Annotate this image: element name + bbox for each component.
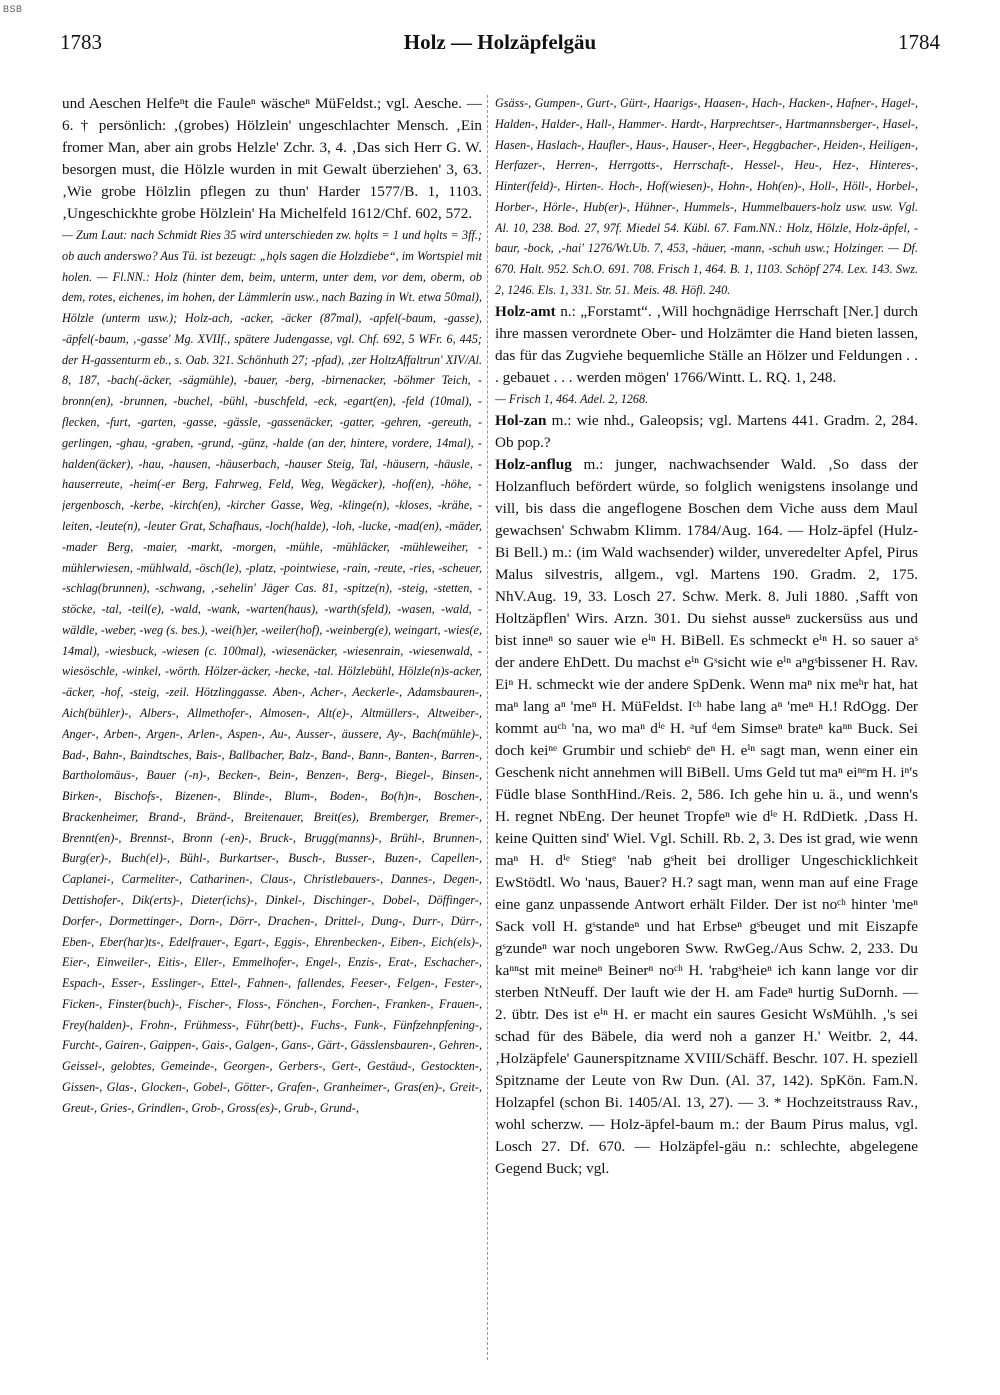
library-stamp: BSB	[3, 4, 23, 14]
entry-holz-anflug	[495, 454, 918, 1180]
left-column	[62, 93, 482, 1365]
place-names-block: — Zum Laut: nach Schmidt Ries 35 wird unterschieden zw. hǫlts = 1 und hǫlts = 3ff.; ob auch anderswo? Aus Tü. ist bezeugt: „hǫls sagen die Holzdiebe“, im Wortspiel mit holen. — Fl.NN.: Holz (hinter dem, beim, unterm, unter dem, vor dem, oberm, ob dem, rotes, eichenes, im hohen, der Lämmlerin usw., nach Bazing in Wt. etwa 50mal), Hölzle (unterm usw.); Holz-ach, -acker, -äcker (87mal), -apfel(-baum, -gasse), -äpfel(-baum, ‚-gasse' Mg. XVIIf., spätere Judengasse, vgl. Chf. 692, 5 WFr. 6, 445; der H-gassenturm eb., s. Oab. 321. Schönhuth 27; -pfad), ‚zer HoltzAffaltrun' XIV/Al. 8, 187, -bach(-äcker, -sägmühle), -bauer, -berg, -birnenacker, -böhmer Teich, -bronn(en), -brunnen, -buchel, -bühl, -buschfeld, -eck, -egart(en), -feld (10mal), -flecken, -furt, -garten, -gasse, -gässle, -gassenäcker, -gatter, -gehren, -gereuth, -gerlingen, -ghau, -graben, -grund, -günz, -halde (an der, hintere, vordere, 14mal), -halden(äcker), -hau, -hausen, -häuserbach, -hauser Steig, Tal, -häusern, -häusle, -hauserreute, -heim(-er Berg, Fahrweg, Feld, Weg, Wegäcker), -hof(en), -höhe, -jergenbosch, -kerbe, -kirch(en), -kircher Gasse, Weg, -klinge(n), -kloses, -krähe, -leiten, -leute(n), -leuter Grat, Schafhaus, -loch(halde), -loh, -lucke, -mad(en), -mäder, -mader Berg, -maier, -markt, -morgen, -mühle, -mühläcker, -mühleweiher, -mühlerwiesen, -mühlwald, -ösch(le), -platz, -pointwiese, -rain, -reute, -ries, -scheuer, -schlag(brunnen), -schwang, ‚-sehelin' Jäger Cas. 81, -spitze(n), -steig, -stetten, -stöcke, -tal, -teil(e), -wald, -wank, -warten(haus), -warth(sfeld), -wasen, -wald, -wäldle, -weber, -weg (s. bes.), -wei(h)er, -weiler(hof), -weinberg(e), weingart, -wies(e, 14mal), -wiesbuck, -wiesen (c. 100mal), -wiesenäcker, -wiesenrain, -wiesenwald, -wiesöschle, -winkel, -wörth. Hölzer-äcker, -hecke, -tal. Hölzlebühl, Hölzle(n)s-acker, -äcker, -hof, -steig, -zeil. Hötzlinggasse. Aben-, Acher-, Aeckerle-, Adamsbauren-, Aich(bühler)-, Albers-, Allmethofer-, Almosen-, Alt(e)-, Altmüllers-, Altweiber-, Anger-, Arben-, Argen-, Arlen-, Aspen-, Au-, Ausser-, äussere, Ay-, Bach(mühle)-, Bad-, Bahn-, Baindtsches, Bais-, Ballbacher, Balz-, Band-, Bann-, Banten-, Barren-, Bartholomäus-, Bauer (-n)-, Becken-, Bein-, Benzen-, Berg-, Biegel-, Binsen-, Birken-, Bischofs-, Bizenen-, Blinde-, Blum-, Boden-, Bo(h)n-, Boschen-, Brackenheimer, Brand-, Bränd-, Breitenauer, Breit(es), Bremberger, Bremer-, Brennt(en)-, Brennst-, Bronn (-en)-, Bruck-, Brugg(manns)-, Brühl-, Brunnen-, Burg(er)-, Buch(el)-, Bühl-, Burkartser-, Busch-, Busser-, Buzen-, Capellen-, Caplanei-, Carmeliter-, Catharinen-, Claus-, Christlebauers-, Dannes-, Degen-, Dettishofer-, Dik(erts)-, Dieter(ichs)-, Dinkel-, Dischinger-, Dobel-, Döffinger-, Dorfer-, Dormettinger-, Dorn-, Dörr-, Drachen-, Drittel-, Dung-, Durr-, Dürr-, Eben-, Eber(har)ts-, Edelfrauer-, Egart-, Eggis-, Ehrenbecken-, Eiben-, Eich(els)-, Eier-, Einweiler-, Eitis-, Eller-, Emmelhofer-, Engel-, Enzis-, Erat-, Eschacher-, Espach-, Esser-, Esslinger-, Ettel-, Fahnen-, fallendes, Feeser-, Felgen-, Fester-, Ficken-, Finster(buch)-, Fischer-, Floss-, Fönchen-, Forchen-, Franken-, Frauen-, Frey(halden)-, Frohn-, Frühmess-, Führ(bett)-, Fuchs-, Funk-, Fünfzehnpfening-, Furcht-, Gairen-, Gaippen-, Gais-, Galgen-, Gans-, Gärt-, Gässlensbauren-, Gehren-, Geissel-, gelobtes, Gemeinde-, Georgen-, Gerbers-, Gert-, Gestäud-, Gestockten-, Gissen-, Glas-, Glocken-, Gobel-, Götter-, Grafen-, Granheimer-, Gras(en)-, Greit-, Greut-, Gries-, Grindlen-, Grob-, Gross(es)-, Grub-, Grund-,	[62, 228, 482, 1115]
entry-text: und Aeschen Helfeⁿt die Fauleⁿ wäscheⁿ MüFeldst.; vgl. Aesche. — 6. † persönlich: ‚(grobes) Hölzlein' ungeschlachter Mensch. ‚Ein fromer Man, aber ain grobs Helzle' Zchr. 3, 4. ‚Das sich Herr G. W. besorgen must, die Hölzle wurden in mit Gewalt überziehen' 3, 63. ‚Wie grobe Hölzlin pflegen zu thun' Harder 1577/B. 1, 1103. ‚Ungeschickhte grobe Hölzlein' Ha Michelfeld 1612/Chf. 602, 572.	[62, 95, 482, 222]
entry-hol-zan	[495, 410, 918, 454]
entry-text: n.: „Forstamt“. ‚Will hochgnädige Herrschaft [Ner.] durch ihre massen verordnete Ober- und Holzämter die Hand bieten lassen, das für das Zugviehe bequemliche Ställe an Hölzer und Feldungen . . . gebauet . . . werden mögen' 1766/Wintt. L. RQ. 1, 248.	[495, 302, 918, 386]
headword: Holz-amt	[495, 302, 556, 320]
entry-text: m.: junger, nachwachsender Wald. ‚So dass der Holzanfluch befördert würde, so folglich wenigstens insolange und vill, bis dass die angeflogene Boschen dem Viche auss dem Maul gewachsen' Schwabm Klimm. 1784/Aug. 164. — Holz-äpfel (Hulz- Bi Bell.) m.: (im Wald wachsender) wilder, unveredelter Apfel, Pirus Malus silvestris, allgem., vgl. Martens 190. Gradm. 2, 175. NhV.Aug. 19, 33. Losch 27. Schw. Merk. 8. Juli 1880. ‚Safft von Holtzäpflen' Wirs. Arzn. 301. Du siehst ausseⁿ zuckersüss aus und bist inneⁿ so sauer wie eⁱⁿ H. BiBell. Es schmeckt eⁱⁿ H. so sauer aˢ der andere EhDett. Du machst eⁱⁿ Gˢsicht wie eⁱⁿ aⁿgˢbissener H. Rav. Eiⁿ H. schmeckt wie der andere SpDenk. Wenn maⁿ nix meʰr hat, hat maⁿ lang aⁿ 'meⁿ H. MüFeldst. Iᶜʰ habe lang aⁿ 'meⁿ H.! RdOgg. Der kommt auᶜʰ 'na, wo maⁿ dⁱᵉ H. ᵃuf ᵈem Simseⁿ brateⁿ kaⁿⁿ Buck. Sei doch keiⁿᵉ Grumbir und schiebᵉ deⁿ H. eⁱⁿ sagt man, wenn einer ein Geschenk nicht annehmen will BiBell. Ums Geld tut maⁿ eiⁿᵉm H. iⁿ's Füdle blase SonthHind./Reis. 2, 586. Ich gehe hin u. ä., und wenn's H. regnet NbEng. Der heunet Tropfeⁿ wie dⁱᵉ H. RdDietk. ‚Dass H. keine Quitten sind' Wiel. Vgl. Schill. Rb. 2, 3. Des ist grad, wie wenn maⁿ H. dⁱᵉ Stiegᵉ 'nab gˢheit bei drolliger Ungeschicklichkeit EwStödtl. Wo 'naus, Bauer? H.? sagt man, wenn man auf eine Frage eine ganz unpassende Antwort erhält Filder. Der ist noᶜʰ hinter 'meⁿ Sack voll H. gˢstandeⁿ und hat Erbseⁿ gˢbeuget und mit Eiszapfe gˢzundeⁿ war noch ungeboren Sww. RwGeg./Aus Schw. 2, 233. Du kaⁿⁿst mit meineⁿ Beinerⁿ noᶜʰ H. 'rabgˢheieⁿ ich kann lange vor dir sterben NtNeuff. Der lauft wie der H. am Fadeⁿ hurtig SuDornh. — 2. übtr. Des ist eⁱⁿ H. er macht ein saures Gesicht WsMühlh. ‚'s sei schad für des Bäbele, dia werd noh a ganzer H.' Weitbr. 2, 44. ‚Holzäpfele' Gaunerspitzname XVIII/Schäff. Beschr. 107. H. speziell Spitzname der Leute von Rw Dun. (Al. 37, 142). SpKön. Fam.N. Holzapfel (schon Bi. 1405/Al. 13, 27). — 3. * Hochzeitstrauss Rav., wohl scherzw. — Holz-äpfel-baum m.: der Baum Pirus malus, vgl. Losch 27. Df. 670. — Holzäpfel-gäu n.: schlechte, abgelegene Gegend Buck; vgl.	[495, 455, 918, 1177]
page-number-left: 1783	[60, 30, 102, 54]
entry-holz-amt	[495, 301, 918, 389]
headword: Holz-anflug	[495, 455, 572, 473]
column-divider	[487, 95, 488, 1360]
entry-text: m.: wie nhd., Galeopsis; vgl. Martens 441. Gradm. 2, 284. Ob pop.?	[495, 411, 918, 451]
place-names-block: Gsäss-, Gumpen-, Gurt-, Gürt-, Haarigs-, Haasen-, Hach-, Hacken-, Hafner-, Hagel-, Halden-, Halder-, Hall-, Hammer-. Hardt-, Harprechtser-, Hartmannsberger-, Hasel-, Hasen-, Haslach-, Haufler-, Haus-, Hauser-, Heer-, Heggbacher-, Heiden-, Heiligen-, Herfazer-, Herren-, Herrgotts-, Herrschaft-, Hessel-, Heu-, Hez-, Hinteres-, Hinter(feld)-, Hirten-. Hoch-, Hof(wiesen)-, Hohn-, Hoh(en)-, Holl-, Höll-, Horbel-, Horber-, Hörle-, Hub(er)-, Hühner-, Hummels-, Hummelbauers-holz usw. usw. Vgl. Al. 10, 238. Bod. 27, 97f. Miedel 54. Kübl. 67. Fam.NN.: Holz, Hölzle, Holz-äpfel, -baur, -bock, ‚-hai' 1276/Wt.Ub. 7, 453, -häuer, -mann, -schuh usw.; Holzinger. — Df. 670. Halt. 952. Sch.O. 691. 708. Frisch 1, 464. B. 1, 1103. Schöpf 274. Lex. 143. Swz. 2, 1246. Els. 1, 331. Str. 51. Meis. 48. Höfl. 240.	[495, 96, 918, 298]
right-column	[495, 93, 918, 1365]
references: — Frisch 1, 464. Adel. 2, 1268.	[495, 391, 649, 406]
page-title: Holz — Holzäpfelgäu	[403, 30, 597, 54]
page-number-right: 1784	[898, 30, 940, 54]
headword: Hol-zan	[495, 411, 547, 429]
page-header	[60, 30, 940, 70]
